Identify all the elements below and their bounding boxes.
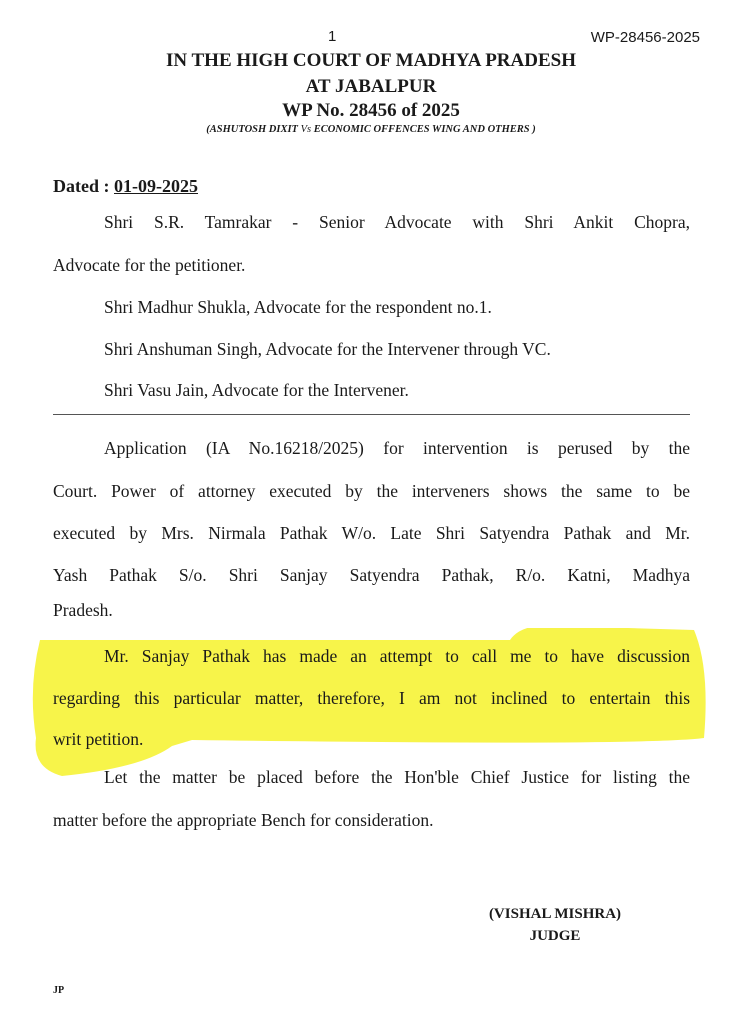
divider <box>53 414 690 415</box>
appearance-line: Shri Madhur Shukla, Advocate for the respondent no.1. <box>104 297 492 317</box>
para3-line: Let the matter be placed before the Hon'ble Chief Justice for listing the <box>104 767 690 787</box>
appearance-line: Shri Anshuman Singh, Advocate for the Intervener through VC. <box>104 339 551 359</box>
page-number: 1 <box>328 28 337 45</box>
para3-line: matter before the appropriate Bench for consideration. <box>53 810 434 830</box>
judge-title: JUDGE <box>529 928 581 944</box>
dated-label: Dated : <box>53 176 114 196</box>
para2-line: regarding this particular matter, therefore, I am not inclined to entertain this <box>53 688 690 708</box>
bench-location: AT JABALPUR <box>305 76 437 97</box>
para1-line: Yash Pathak S/o. Shri Sanjay Satyendra Pathak, R/o. Katni, Madhya <box>53 565 690 585</box>
para2-line: Mr. Sanjay Pathak has made an attempt to call me to have discussion <box>104 646 690 666</box>
respondent-names: ECONOMIC OFFENCES WING AND OTHERS ) <box>313 124 536 135</box>
order-date <box>53 176 198 197</box>
case-reference: WP-28456-2025 <box>590 29 700 46</box>
petitioner-name: (ASHUTOSH DIXIT <box>206 124 298 135</box>
para1-line: Application (IA No.16218/2025) for intervention is perused by the <box>104 438 690 458</box>
appearance-line: Advocate for the petitioner. <box>53 255 246 275</box>
para1-line: Court. Power of attorney executed by the interveners shows the same to be <box>53 481 690 501</box>
footer-initials: JP <box>53 985 65 996</box>
petition-number: WP No. 28456 of 2025 <box>282 100 460 121</box>
appearance-line: Shri Vasu Jain, Advocate for the Intervener. <box>104 380 409 400</box>
para1-line: Pradesh. <box>53 600 113 620</box>
versus: Vs <box>300 124 312 135</box>
court-title: IN THE HIGH COURT OF MADHYA PRADESH <box>165 50 576 71</box>
judge-name: (VISHAL MISHRA) <box>488 906 622 922</box>
para1-line: executed by Mrs. Nirmala Pathak W/o. Late Shri Satyendra Pathak and Mr. <box>53 523 690 543</box>
para2-line: writ petition. <box>53 729 144 749</box>
dated-value: 01-09-2025 <box>114 176 198 196</box>
parties-line <box>0 124 730 135</box>
appearance-line: Shri S.R. Tamrakar - Senior Advocate with Shri Ankit Chopra, <box>104 212 690 232</box>
